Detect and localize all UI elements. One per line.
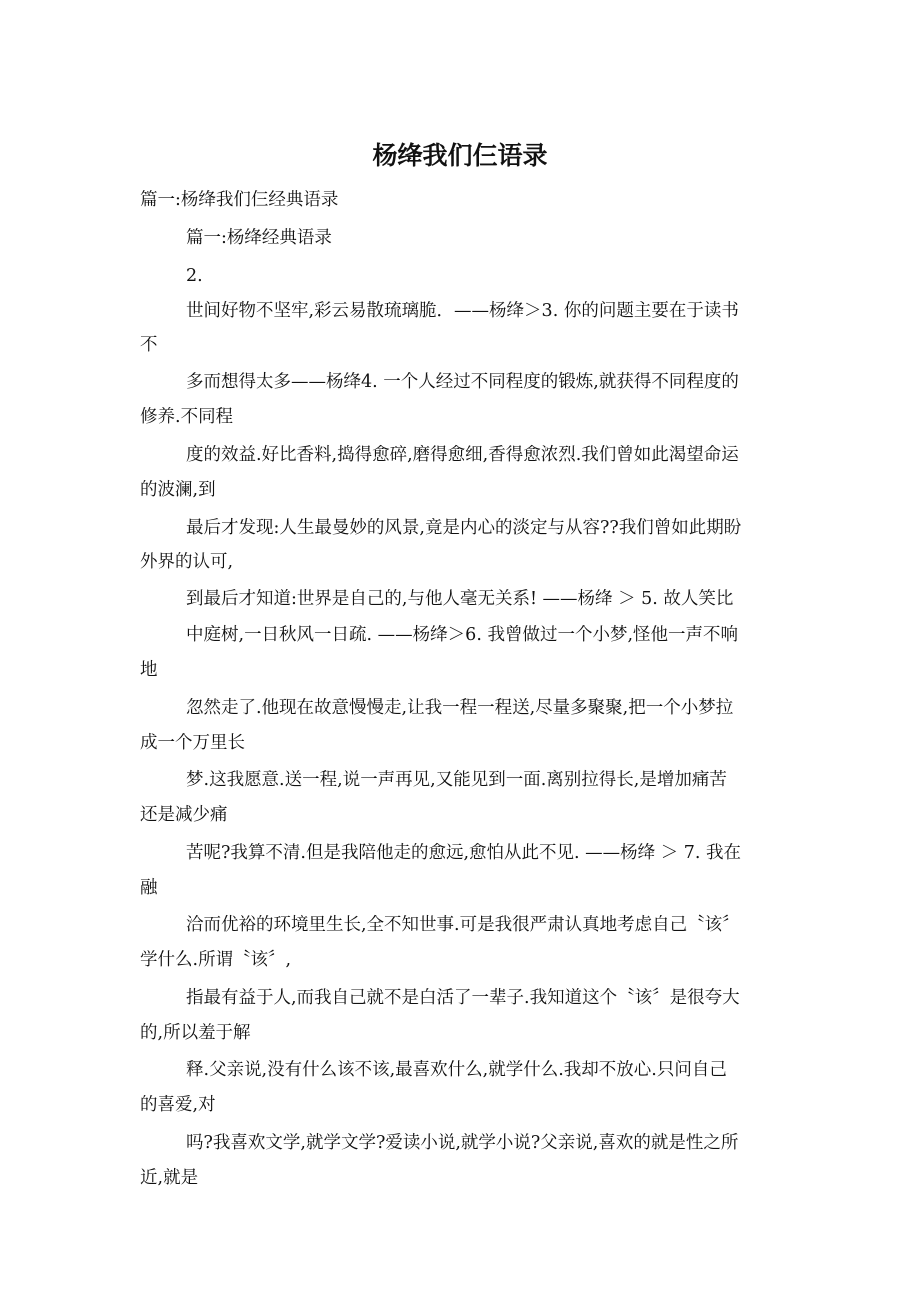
text-line: 梦.这我愿意.送一程,说一声再见,又能见到一面.离别拉得长,是增加痛苦 <box>186 770 727 790</box>
subsection-heading: 篇一:杨绛经典语录 <box>186 228 332 248</box>
text-line: 最后才发现:人生最曼妙的风景,竟是内心的淡定与从容??我们曾如此期盼 <box>186 518 742 538</box>
text-line: 不 <box>140 335 158 355</box>
text-line: 2. <box>186 266 203 286</box>
text-line: 世间好物不坚牢,彩云易散琉璃脆．——杨绛＞3. 你的问题主要在于读书 <box>186 301 739 321</box>
text-line: 的,所以羞于解 <box>140 1023 251 1043</box>
text-line: 修养.不同程 <box>140 407 234 427</box>
document-title: 杨绛我们仨语录 <box>372 141 548 170</box>
text-line: 度的效益.好比香料,捣得愈碎,磨得愈细,香得愈浓烈.我们曾如此渴望命运 <box>186 445 739 465</box>
text-line: 释.父亲说,没有什么该不该,最喜欢什么,就学什么.我却不放心.只问自己 <box>186 1060 727 1080</box>
text-line: 到最后才知道:世界是自己的,与他人毫无关系! ——杨绛 ＞ 5. 故人笑比 <box>186 589 734 609</box>
text-line: 学什么.所谓〝该〞, <box>140 950 292 970</box>
text-line: 中庭树,一日秋风一日疏. ——杨绛＞6. 我曾做过一个小梦,怪他一声不响 <box>186 625 739 645</box>
text-line: 多而想得太多——杨绛4. 一个人经过不同程度的锻炼,就获得不同程度的 <box>186 372 739 392</box>
text-line: 外界的认可, <box>140 552 234 572</box>
text-line: 融 <box>140 878 158 898</box>
text-line: 的波澜,到 <box>140 480 216 500</box>
text-line: 指最有益于人,而我自己就不是白活了一辈子.我知道这个〝该〞是很夸大 <box>186 988 740 1008</box>
text-line: 洽而优裕的环境里生长,全不知世事.可是我很严肃认真地考虑自己〝该〞 <box>186 915 740 935</box>
text-line: 近,就是 <box>140 1168 199 1188</box>
text-line: 还是减少痛 <box>140 805 228 825</box>
text-line: 成一个万里长 <box>140 733 245 753</box>
text-line: 苦呢?我算不清.但是我陪他走的愈远,愈怕从此不见. ——杨绛 ＞ 7. 我在 <box>186 843 742 863</box>
text-line: 吗?我喜欢文学,就学文学?爱读小说,就学小说?父亲说,喜欢的就是性之所 <box>186 1133 739 1153</box>
text-line: 忽然走了.他现在故意慢慢走,让我一程一程送,尽量多聚聚,把一个小梦拉 <box>186 698 734 718</box>
section-heading: 篇一:杨绛我们仨经典语录 <box>140 190 339 210</box>
text-line: 的喜爱,对 <box>140 1095 216 1115</box>
text-line: 地 <box>140 660 158 680</box>
